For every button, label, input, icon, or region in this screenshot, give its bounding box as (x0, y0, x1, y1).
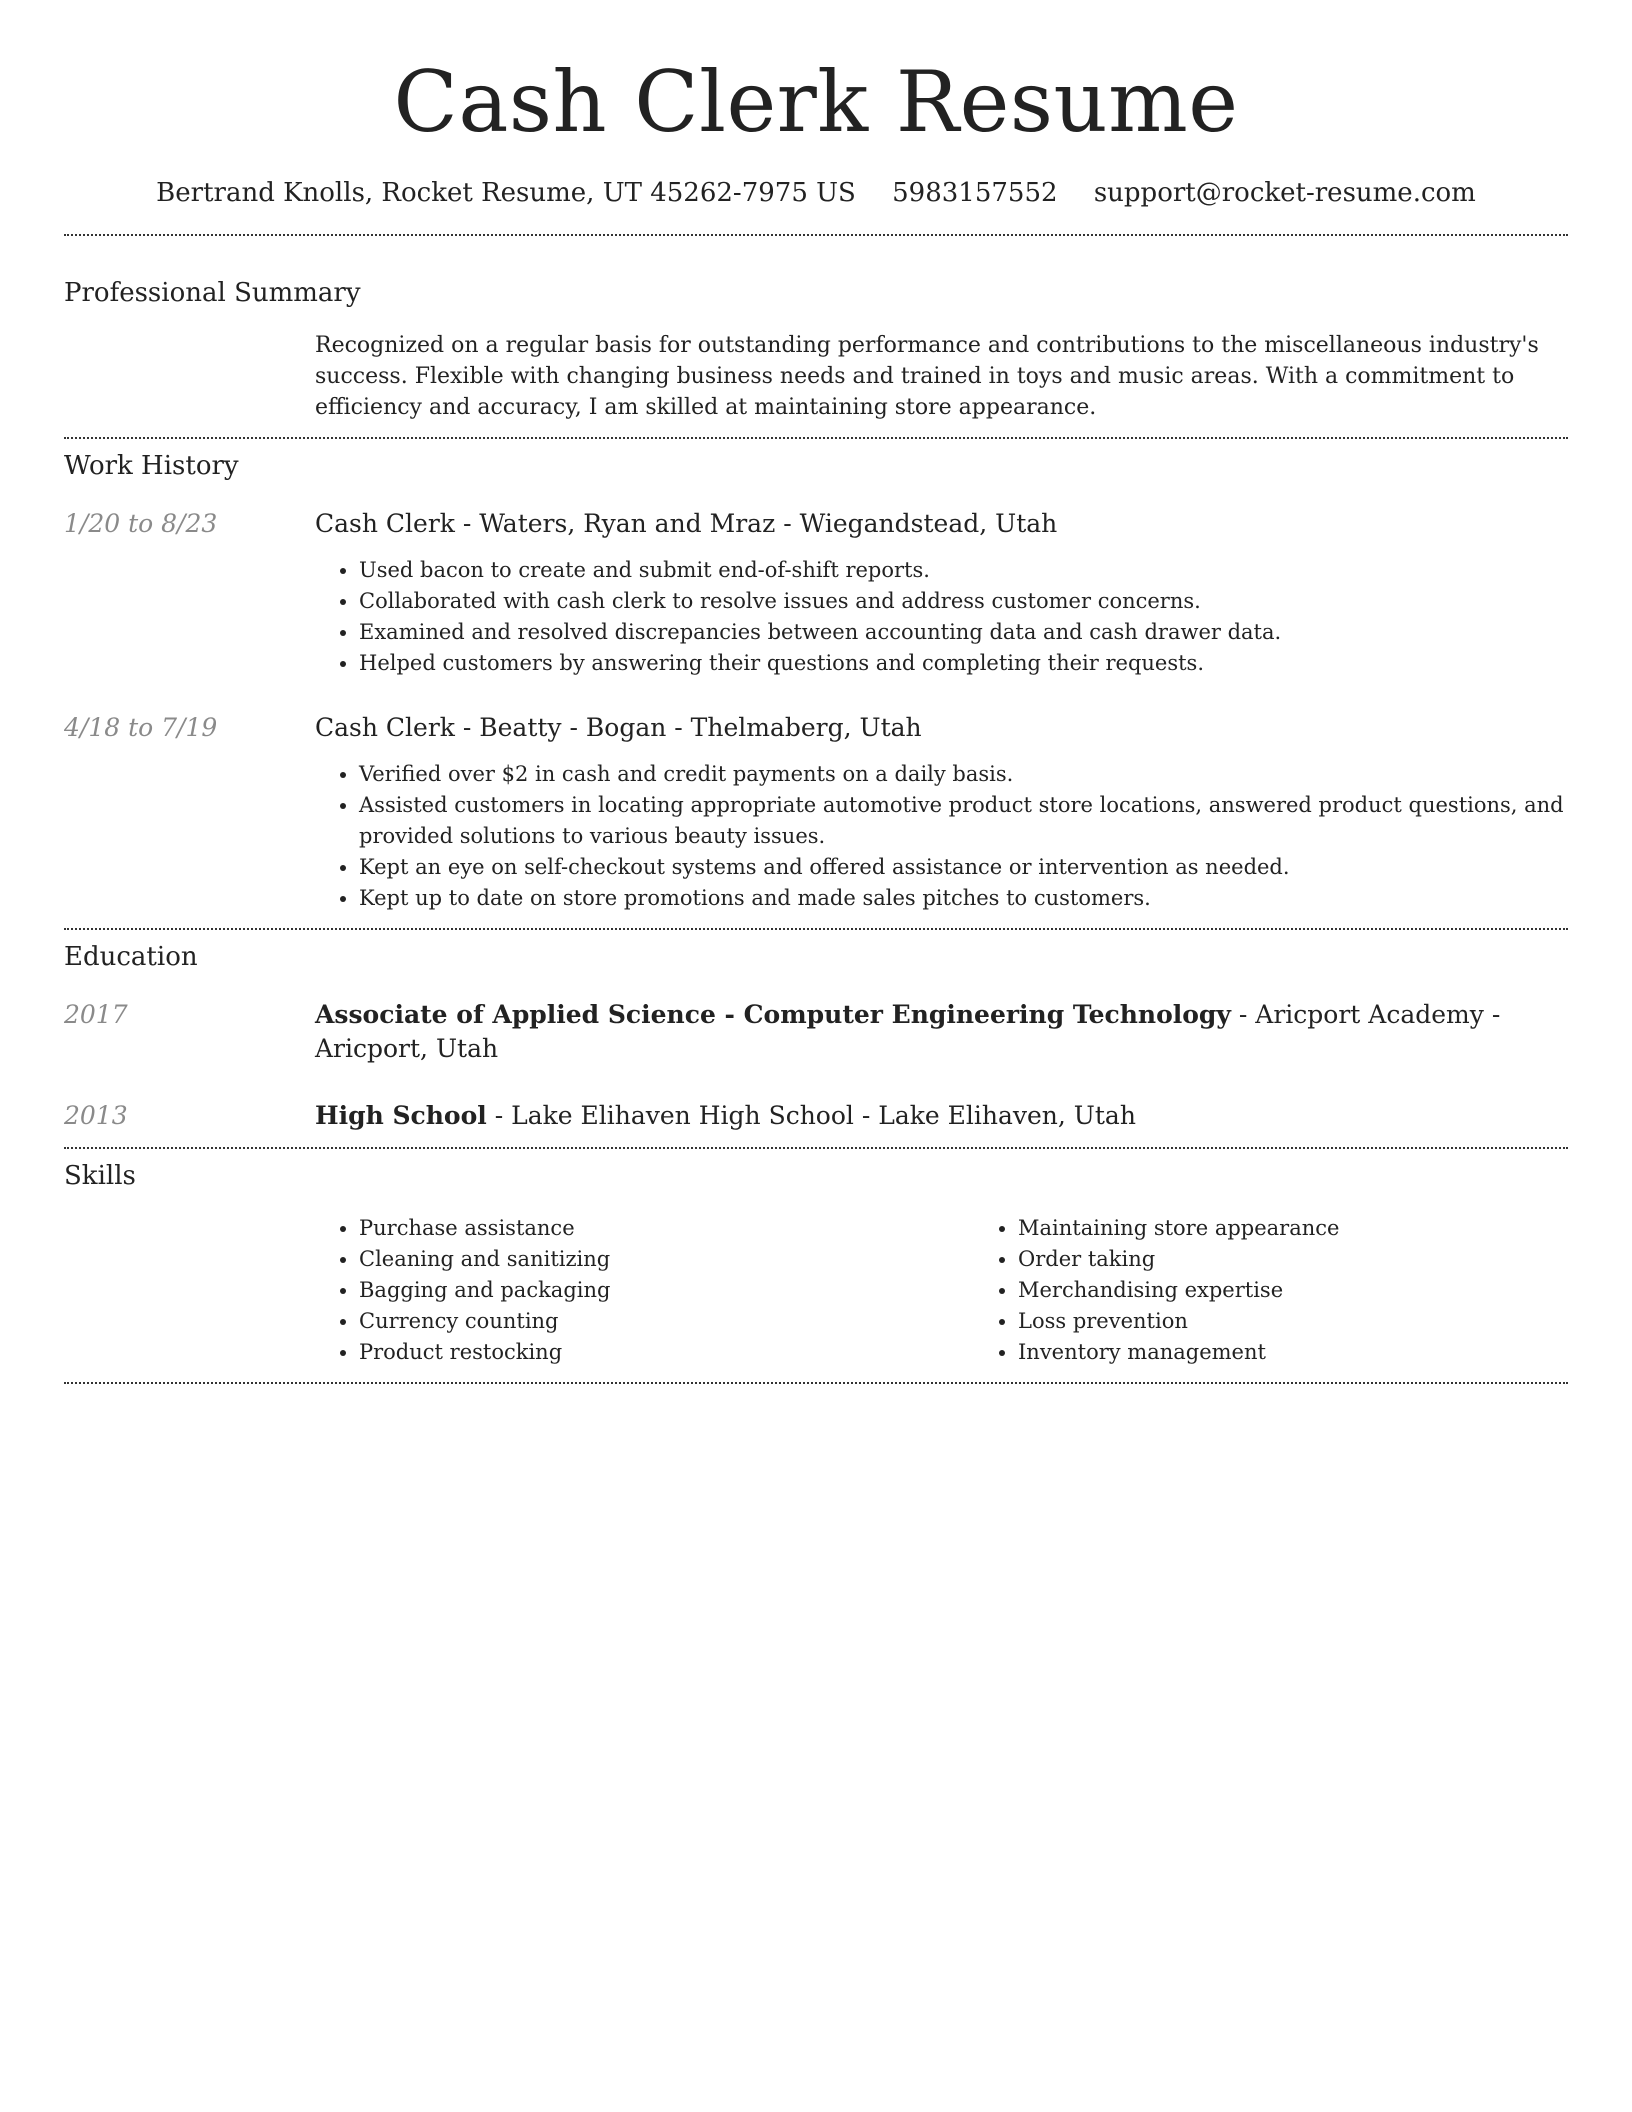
resume-title: Cash Clerk Resume (393, 53, 1239, 151)
list-item: • Kept up to date on store promotions and made sales pitches to customers. (359, 883, 1568, 914)
job-dates: 1/20 to 8/23 (64, 509, 218, 538)
resume-page (64, 0, 1568, 1384)
job-bullets (315, 555, 1568, 679)
list-item: • Kept an eye on self-checkout systems and offered assistance or intervention as needed. (359, 852, 1568, 883)
section-education (64, 930, 1568, 1133)
job-dates: 4/18 to 7/19 (64, 713, 218, 742)
list-item: • Merchandising expertise (1018, 1275, 1632, 1306)
education-year: 2017 (64, 1000, 128, 1029)
contact-email: support@rocket-resume.com (1093, 178, 1476, 208)
section-heading-skills: Skills (64, 1161, 136, 1191)
education-degree: Associate of Applied Science - Computer Engineering Technology (315, 1000, 1231, 1029)
section-heading-work: Work History (64, 451, 239, 481)
list-item: • Cleaning and sanitizing (359, 1244, 974, 1275)
section-skills (64, 1149, 1568, 1368)
list-item: • Currency counting (359, 1306, 974, 1337)
list-item: • Purchase assistance (359, 1213, 974, 1244)
education-degree: High School (315, 1101, 487, 1130)
list-item: • Product restocking (359, 1337, 974, 1368)
list-item: • Collaborated with cash clerk to resolve issues and address customer concerns. (359, 586, 1568, 617)
job-entry (64, 507, 1568, 679)
section-heading-summary: Professional Summary (64, 278, 361, 308)
skills-grid (315, 1213, 1632, 1368)
list-item: • Loss prevention (1018, 1306, 1632, 1337)
education-entry (64, 1099, 1568, 1133)
contact-line (64, 176, 1568, 210)
education-entry (64, 998, 1568, 1066)
job-title: Cash Clerk - Waters, Ryan and Mraz - Wiegandstead, Utah (315, 509, 1058, 538)
education-year: 2013 (64, 1101, 128, 1130)
contact-phone: 5983157552 (892, 178, 1058, 208)
skills-list-right (974, 1213, 1632, 1368)
list-item: • Examined and resolved discrepancies between accounting data and cash drawer data. (359, 617, 1568, 648)
summary-text: Recognized on a regular basis for outstanding performance and contributions to the miscellaneous industry's success. Flexible with changing business needs and trained in toys and music areas. With a commitment to efficiency and accuracy, I am skilled at maintaining store appearance. (315, 333, 1539, 420)
list-item: • Order taking (1018, 1244, 1632, 1275)
section-work-history (64, 439, 1568, 914)
section-heading-education: Education (64, 942, 198, 972)
list-item: • Verified over $2 in cash and credit payments on a daily basis. (359, 759, 1568, 790)
divider (64, 1382, 1568, 1384)
education-school: - Lake Elihaven High School - Lake Elihaven, Utah (486, 1101, 1136, 1130)
education-school: - Aricport Academy - Aricport, Utah (315, 1000, 1501, 1063)
list-item: • Maintaining store appearance (1018, 1213, 1632, 1244)
list-item: • Assisted customers in locating appropriate automotive product store locations, answered product questions, and provided solutions to various beauty issues. (359, 790, 1568, 852)
contact-address: Bertrand Knolls, Rocket Resume, UT 45262-7975 US (156, 178, 856, 208)
list-item: • Inventory management (1018, 1337, 1632, 1368)
skills-list-left (315, 1213, 974, 1368)
list-item: • Used bacon to create and submit end-of-shift reports. (359, 555, 1568, 586)
section-summary (64, 236, 1568, 423)
list-item: • Helped customers by answering their questions and completing their requests. (359, 648, 1568, 679)
job-bullets (315, 759, 1568, 914)
list-item: • Bagging and packaging (359, 1275, 974, 1306)
job-title: Cash Clerk - Beatty - Bogan - Thelmaberg, Utah (315, 713, 922, 742)
job-entry (64, 711, 1568, 914)
